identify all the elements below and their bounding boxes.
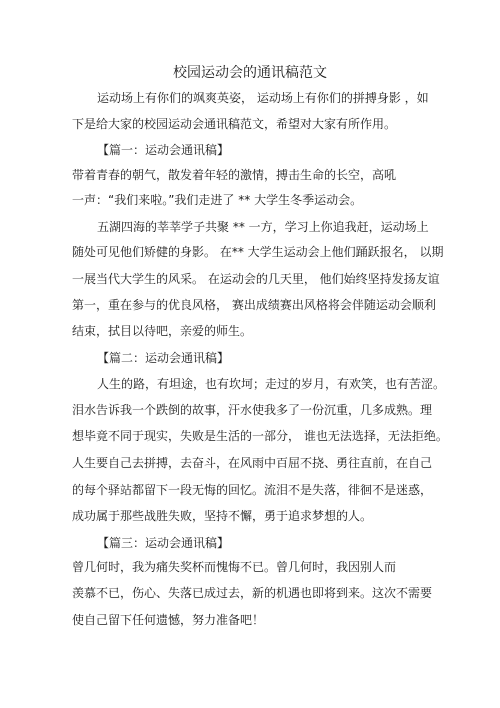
section-1-line-5: 一展当代大学生的风采。 在运动会的几天里， 他们始终坚持发扬友谊 bbox=[72, 272, 440, 286]
section-2-heading: 【篇二：运动会通讯稿】 bbox=[97, 351, 230, 365]
section-1-line-1: 带着青春的朝气，散发着年轻的激情，搏击生命的长空，高吼 bbox=[72, 168, 397, 182]
section-2-line-4: 人生要自己去拼搏，去奋斗，在风雨中百屈不挠、勇往直前，在自己 bbox=[72, 456, 433, 470]
section-2-line-1: 人生的路，有坦途，也有坎坷；走过的岁月，有欢笑，也有苦涩。 bbox=[97, 377, 446, 391]
section-1-line-6: 第一，重在参与的优良风格， 赛出成绩赛出风格将会伴随运动会顺利 bbox=[72, 298, 436, 312]
section-2-line-5: 的每个驿站都留下一段无悔的回忆。流泪不是失落，徘徊不是迷惑， bbox=[72, 483, 433, 497]
intro-line-2: 下是给大家的校园运动会通讯稿范文，希望对大家有所作用。 bbox=[72, 117, 397, 131]
document-title: 校园运动会的通讯稿范文 bbox=[173, 65, 327, 81]
intro-line-1: 运动场上有你们的飒爽英姿， 运动场上有你们的拼搏身影 ，如 bbox=[97, 91, 429, 105]
section-2-line-6: 成功属于那些战胜失败，坚持不懈，勇于追求梦想的人。 bbox=[72, 509, 373, 523]
section-2-line-2: 泪水告诉我一个跌倒的故事，汗水使我多了一份沉重，几多成熟。理 bbox=[72, 403, 433, 417]
section-3-line-3: 使自己留下任何遗憾，努力准备吧！ bbox=[72, 613, 265, 627]
section-1-heading: 【篇一：运动会通讯稿】 bbox=[97, 143, 230, 157]
section-3-line-2: 羡慕不已，伤心、失落已成过去，新的机遇也即将到来。这次不需要 bbox=[72, 586, 433, 600]
section-3-heading: 【篇三：运动会通讯稿】 bbox=[97, 536, 230, 550]
section-2-line-3: 想毕竟不同于现实，失败是生活的一部分， 谁也无法选择，无法拒绝。 bbox=[72, 429, 448, 443]
section-1-line-7: 结束，拭目以待吧，亲爱的师生。 bbox=[72, 324, 253, 338]
section-1-line-4: 随处可见他们矫健的身影。 在** 大学生运动会上他们踊跃报名， 以期 bbox=[72, 245, 444, 259]
section-1-line-2: 一声：“我们来啦。”我们走进了 ** 大学生冬季运动会。 bbox=[72, 193, 363, 207]
section-1-line-3: 五湖四海的莘莘学子共聚 ** 一方，学习上你追我赶，运动场上 bbox=[97, 220, 429, 234]
section-3-line-1: 曾几何时，我为痛失奖杯而愧悔不已。曾几何时，我因别人而 bbox=[72, 560, 397, 574]
